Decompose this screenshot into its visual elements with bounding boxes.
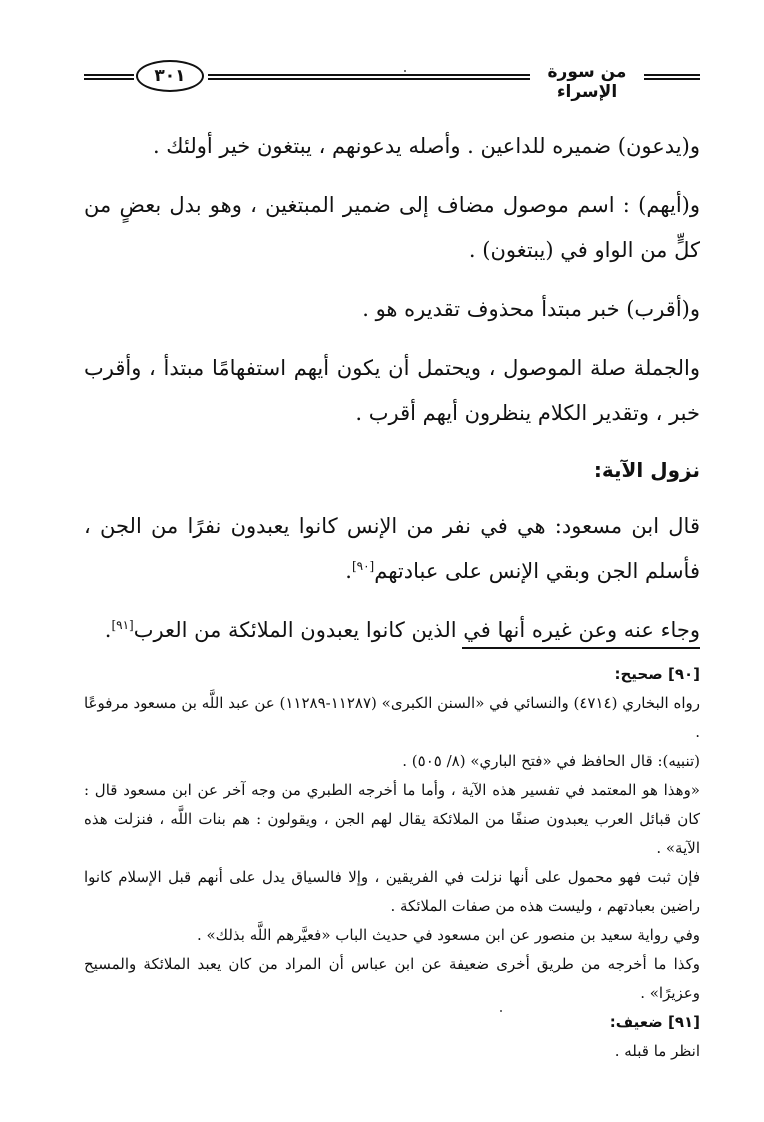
- surah-title: من سورة الإسراء: [547, 62, 627, 102]
- header-rule-middle: [208, 74, 530, 80]
- footnote-90-line-1: رواه البخاري (٤٧١٤) والنسائي في «السنن الكبرى» (١١٢٨٧-١١٢٨٩) عن عبد اللَّه بن مسعود مرفوعًا .: [83, 694, 700, 741]
- footnote-90-line-4: فإن ثبت فهو محمول على أنها نزلت في الفريقين ، وإلا فالسياق يدل على أنهم قبل الإسلام كانوا راضين بعبادتهم ، وليست هذه من صفات الملائكة .: [84, 868, 700, 915]
- header-rule-left: [84, 74, 134, 80]
- footnote-90-line-6: وكذا ما أخرجه من طريق أخرى ضعيفة عن ابن عباس أن المراد من كان يعبد الملائكة والمسيح وعزيرًا» .: [84, 955, 700, 1002]
- paragraph-2: و(أيهم) : اسم موصول مضاف إلى ضمير المبتغين ، وهو بدل بعضٍ من كلٍّ من الواو في (يبتغون) .: [84, 193, 700, 262]
- print-speck-2: [500, 1010, 502, 1012]
- paragraph-5: [84, 504, 700, 594]
- section-heading: نزول الآية:: [593, 458, 700, 482]
- paragraph-5-text: قال ابن مسعود: هي في نفر من الإنس كانوا يعبدون نفرًا من الجن ، فأسلم الجن وبقي الإنس على عبادتهم: [84, 514, 700, 583]
- paragraph-4: والجملة صلة الموصول ، ويحتمل أن يكون أيهم استفهامًا مبتدأ ، وأقرب خبر ، وتقدير الكلام ينظرون أيهم أقرب .: [84, 356, 700, 425]
- print-speck: [404, 70, 406, 72]
- footnote-90-line-5: وفي رواية سعيد بن منصور عن ابن مسعود في حديث الباب «فعيَّرهم اللَّه بذلك» .: [196, 926, 700, 944]
- paragraph-6-end: .: [104, 618, 112, 642]
- footnote-divider: [462, 647, 700, 649]
- footnotes: [84, 660, 700, 1066]
- paragraph-1: و(يدعون) ضميره للداعين . وأصله يدعونهم ، يبتغون خير أولئك .: [152, 134, 700, 158]
- footnote-90-line-3: «وهذا هو المعتمد في تفسير هذه الآية ، وأما ما أخرجه الطبري من وجه آخر عن ابن مسعود قال : كان قبائل العرب يعبدون صنفًا من الملائكة يقال لهم الجن ، ويقولون : هم بنات اللَّه ، فنزلت هذه الآية» .: [84, 781, 700, 857]
- paragraph-5-end: .: [345, 559, 352, 583]
- footnote-90-label: [٩٠] صحيح:: [614, 665, 700, 683]
- footnote-91-label: [٩١] ضعيف:: [609, 1013, 700, 1031]
- main-text: [84, 124, 700, 667]
- paragraph-6-text: وجاء عنه وعن غيره أنها في الذين كانوا يعبدون الملائكة من العرب: [133, 618, 700, 642]
- paragraph-3: و(أقرب) خبر مبتدأ محذوف تقديره هو .: [362, 297, 700, 321]
- footnote-ref-90[interactable]: [٩٠]: [351, 559, 375, 573]
- page-number: ٣٠١: [136, 60, 204, 92]
- footnote-ref-91[interactable]: [٩١]: [111, 618, 134, 632]
- footnote-91-line-1: انظر ما قبله .: [614, 1042, 700, 1060]
- footnote-90-line-2: (تنبيه): قال الحافظ في «فتح الباري» (٨/ ٥٠٥) .: [402, 752, 700, 770]
- header-rule-right: [644, 74, 700, 80]
- page-header: [84, 58, 700, 102]
